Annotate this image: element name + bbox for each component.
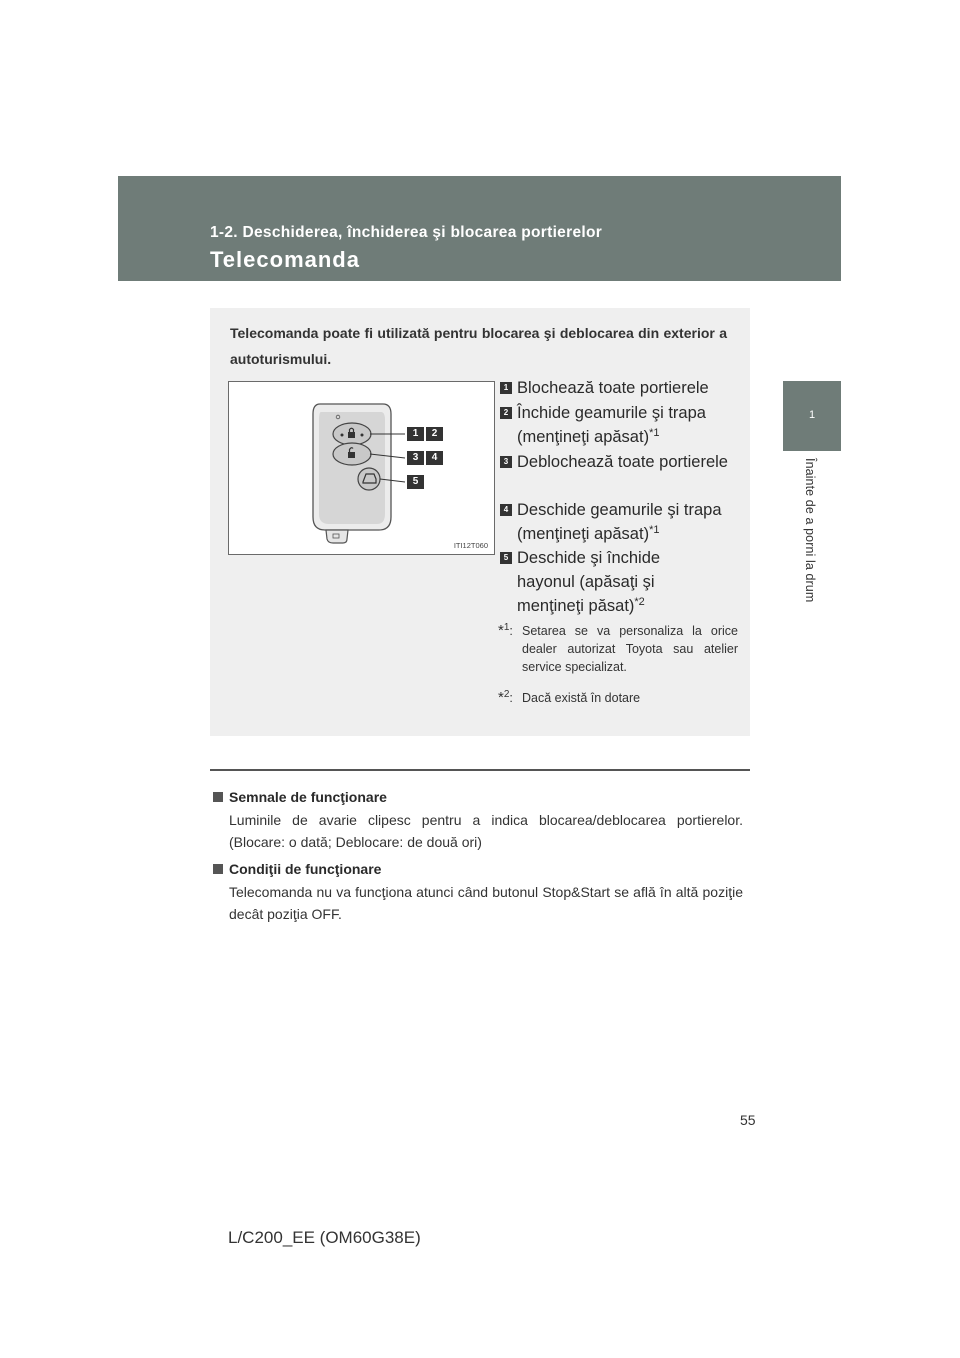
section-label: 1-2. Deschiderea, închiderea şi blocarea portierelor [210, 224, 603, 241]
figure-code: ITI12T060 [453, 541, 488, 550]
intro-text: Telecomanda poate fi utilizată pentru blocarea şi deblocarea din exterior a autoturismului. [230, 325, 727, 367]
callout-1: 1 [407, 427, 424, 441]
divider [210, 769, 750, 771]
item-number: 3 [500, 456, 512, 468]
footnote-text: Dacă există în dotare [522, 691, 641, 705]
chapter-tab [783, 381, 841, 451]
item-text: Deblochează toate portierele [517, 453, 728, 471]
note-body: Telecomanda nu va funcţiona atunci când butonul Stop&Start se află în altă poziţie decât poziţia OFF. [229, 884, 743, 922]
footnote-2: *$^2$: Dacă există în dotare [498, 689, 738, 707]
chapter-tab-label: Înainte de a porni la drum [803, 458, 817, 603]
item-text: Deschide şi închide hayonul (apăsaţi şi menţineţi păsat)$^{*2}$ [517, 549, 661, 615]
footnote-text: Setarea se va personaliza la orice dealer autorizat Toyota sau atelier service specializat. [522, 624, 738, 674]
page-title: Telecomanda [210, 247, 360, 272]
item-text: Deschide geamurile şi trapa (menţineţi apăsat)$^{*1}$ [517, 501, 722, 543]
item-text: Blochează toate portierele [517, 379, 709, 397]
item-number: 1 [500, 382, 512, 394]
footnote-ref: *1 [649, 427, 660, 439]
remote-key-figure [228, 381, 495, 555]
item-number: 2 [500, 407, 512, 419]
chapter-header [118, 176, 841, 281]
page-number: 55 [740, 1112, 756, 1128]
info-panel [210, 308, 750, 736]
chapter-tab-number: 1 [808, 409, 816, 421]
item-number: 5 [500, 552, 512, 564]
smart-key-illustration [229, 382, 494, 554]
callout-5: 5 [407, 475, 424, 489]
note-body: Luminile de avarie clipesc pentru a indica blocarea/deblocarea portierelor. (Blocare: o dată; Deblocare: de două ori) [229, 812, 743, 850]
note-heading: Condiţii de funcţionare [213, 857, 743, 881]
callout-4: 4 [426, 451, 443, 465]
item-number: 4 [500, 504, 512, 516]
footnote-ref: *2 [634, 596, 645, 608]
document-code: L/C200_EE (OM60G38E) [228, 1228, 421, 1247]
footnote-ref: *1 [649, 524, 660, 536]
notes-section [213, 785, 743, 929]
item-text: Închide geamurile şi trapa (menţineţi apăsat)$^{*1}$ [517, 404, 706, 446]
note-heading: Semnale de funcţionare [213, 785, 743, 809]
footnote-1: *$^1$: Setarea se va personaliza la orice dealer autorizat Toyota sau atelier service specializat. [498, 622, 738, 674]
callout-3: 3 [407, 451, 424, 465]
callout-2: 2 [426, 427, 443, 441]
